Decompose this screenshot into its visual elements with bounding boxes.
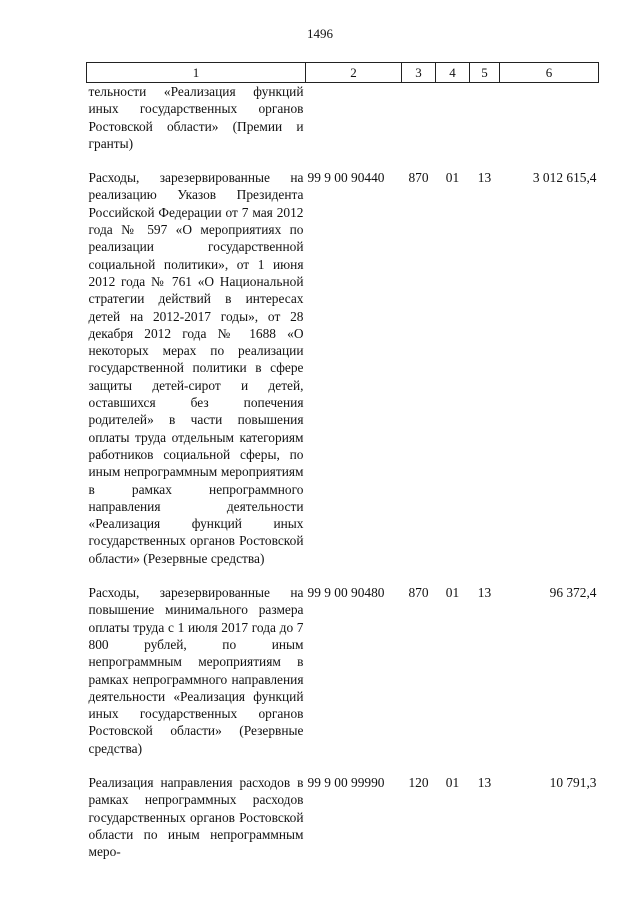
row-pr: 13 — [477, 774, 492, 790]
row-amount — [500, 83, 599, 170]
column-header-1: 1 — [87, 63, 306, 83]
table-row — [87, 169, 599, 584]
row-amount: 10 791,3 — [549, 774, 597, 790]
row-amount: 96 372,4 — [549, 585, 597, 601]
column-header-6: 6 — [500, 63, 599, 83]
table-row — [87, 83, 599, 170]
row-code: 99 9 00 90480 — [307, 585, 385, 601]
row-description: тельности «Реализация функций иных государственных органов Ростовской области» (Премии и гранты) — [88, 84, 304, 151]
column-header-4: 4 — [436, 63, 470, 83]
row-description: Реализация направления расходов в рамках непрограммных расходов государственных органов Ростовской области по иным непрограммным меро- — [88, 774, 304, 860]
column-header-3: 3 — [402, 63, 436, 83]
row-code: 99 9 00 99990 — [307, 774, 385, 790]
row-vr — [402, 83, 436, 170]
column-header-5: 5 — [470, 63, 500, 83]
row-pr — [470, 83, 500, 170]
row-vr: 870 — [408, 170, 429, 186]
row-rz: 01 — [445, 170, 460, 186]
row-rz — [436, 83, 470, 170]
row-code — [306, 83, 402, 170]
page-number: 1496 — [307, 26, 333, 41]
row-vr: 120 — [408, 774, 429, 790]
budget-table — [86, 62, 599, 860]
row-description: Расходы, зарезервированные на повышение минимального размера оплаты труда с 1 июля 2017 года до 7 800 рублей, по иным непрограммным мероприятиям в рамках непрограммного направления деятельности «Реализация функций иных государственных органов Ростовской области» (Резервные средства) — [88, 585, 304, 756]
table-header-row — [87, 63, 599, 83]
row-pr: 13 — [477, 585, 492, 601]
table-row — [87, 774, 599, 860]
row-vr: 870 — [408, 585, 429, 601]
table-row — [87, 584, 599, 774]
row-amount: 3 012 615,4 — [532, 170, 597, 186]
column-header-2: 2 — [306, 63, 402, 83]
row-rz: 01 — [445, 585, 460, 601]
row-pr: 13 — [477, 170, 492, 186]
row-rz: 01 — [445, 774, 460, 790]
row-description: Расходы, зарезервированные на реализацию Указов Президента Российской Федерации от 7 мая 2012 года № 597 «О мероприятиях по реализации государственной социальной политики», от 1 июня 2012 года № 761 «О Национальной стратегии действий в интересах детей на 2012-2017 годы», от 28 декабря 2012 года № 1688 «О некоторых мерах по реализации государственной политики в сфере защиты детей-сирот и детей, оставшихся без попечения родителей» в части повышения оплаты труда отдельным категориям работников социальной сферы, по иным непрограммным мероприятиям в рамках непрограммного направления деятельности «Реализация функций иных государственных органов Ростовской области» (Резервные средства) — [88, 170, 304, 566]
row-code: 99 9 00 90440 — [307, 170, 385, 186]
